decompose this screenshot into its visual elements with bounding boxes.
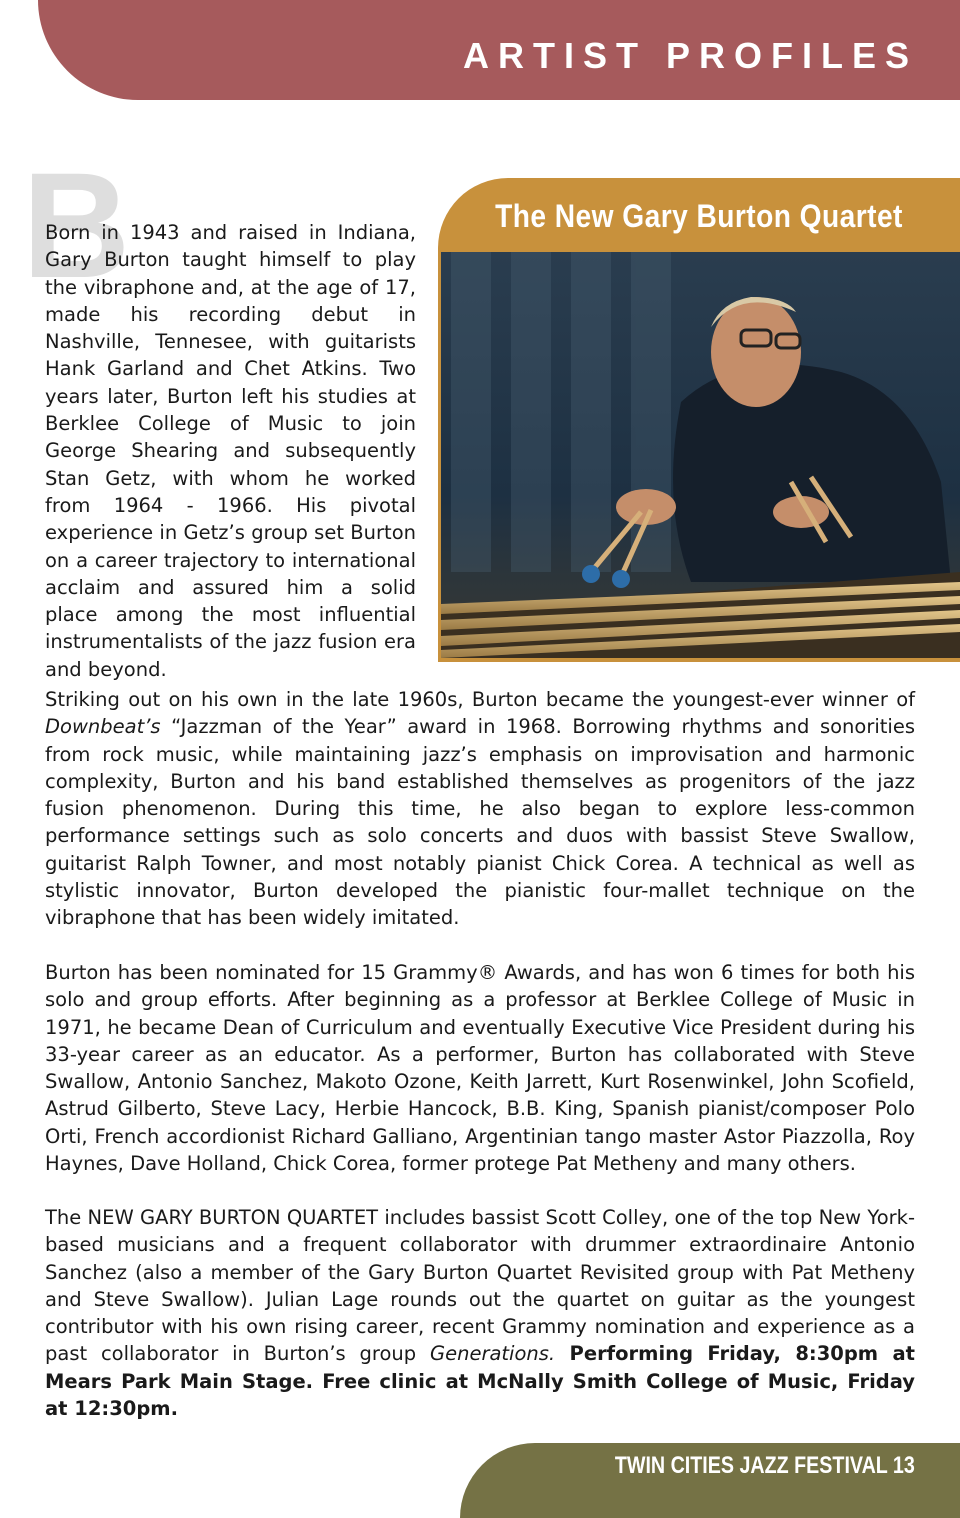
performance-details: Performing Friday, 8:30pm at Mears Park Main Stage. Free clinic at McNally Smith College of Music, Friday at 12:30pm.	[45, 1342, 915, 1421]
intro-paragraph: Born in 1943 and raised in Indiana, Gary Burton taught himself to play the vibraphone and, at the age of 17, made his recording debut in Nashville, Tennesee, with guitarists Hank Garland and Chet Atkins. Two years later, Burton left his studies at Berklee College of Music to join George Shearing and subsequently Stan Getz, with whom he worked from 1964 - 1966. His pivotal experience in Getz’s group set Burton on a career trajectory to international acclaim and assured him a solid place among the most influential instrumentalists of the jazz fusion era and beyond.	[45, 221, 416, 681]
section-title: ARTIST PROFILES	[462, 35, 918, 76]
vibraphone-player-illustration	[441, 252, 960, 658]
photo-card	[438, 178, 960, 662]
photo-title: The New Gary Burton Quartet	[495, 198, 903, 234]
p3-text: The NEW GARY BURTON QUARTET includes bassist Scott Colley, one of the top New York-based musicians and a frequent collaborator with drummer extraordinaire Antonio Sanchez (also a member of the Gary Burton Quartet Revisited group with Pat Metheny and Steve Swallow). Julian Lage rounds out the quartet on guitar as the youngest contributor with his own rising career, recent Grammy nomination and experience as a past collaborator in Burton’s group	[45, 1206, 915, 1366]
group-name: Generations.	[429, 1342, 556, 1366]
p1-text-start: Striking out on his own in the late 1960s, Burton became the youngest-ever winner of	[45, 688, 915, 711]
body-paragraph-2: Burton has been nominated for 15 Grammy® Awards, and has won 6 times for both his solo and group efforts. After beginning as a professor at Berklee College of Music in 1971, he became Dean of Curriculum and eventually Executive Vice President during his 33-year career as an educator. As a performer, Burton has collaborated with Steve Swallow, Antonio Sanchez, Makoto Ozone, Keith Jarrett, Kurt Rosenwinkel, John Scofield, Astrud Gilberto, Steve Lacy, Herbie Hancock, B.B. King, Spanish pianist/composer Polo Orti, French accordionist Richard Galliano, Argentinian tango master Astor Piazzolla, Roy Haynes, Dave Holland, Chick Corea, former protege Pat Metheny and many others.	[45, 961, 915, 1176]
footer-page-label: TWIN CITIES JAZZ FESTIVAL 13	[615, 1452, 915, 1479]
body-paragraph-3	[45, 1204, 915, 1422]
drop-cap: B	[22, 141, 131, 309]
artist-photo	[441, 252, 960, 658]
p1-text-end: “Jazzman of the Year” award in 1968. Borrowing rhythms and sonorities from rock music, while maintaining jazz’s emphasis on improvisation and harmonic complexity, Burton and his band established themselves as progenitors of the jazz fusion phenomenon. During this time, he also began to explore less-common performance settings such as solo concerts and duos with bassist Steve Swallow, guitarist Ralph Towner, and most notably pianist Chick Corea. A technical as well as stylistic innovator, Burton developed the pianistic four-mallet technique on the vibraphone that has been widely imitated.	[45, 715, 915, 930]
magazine-title: Downbeat’s	[45, 715, 161, 739]
body-paragraph-1	[45, 686, 915, 932]
